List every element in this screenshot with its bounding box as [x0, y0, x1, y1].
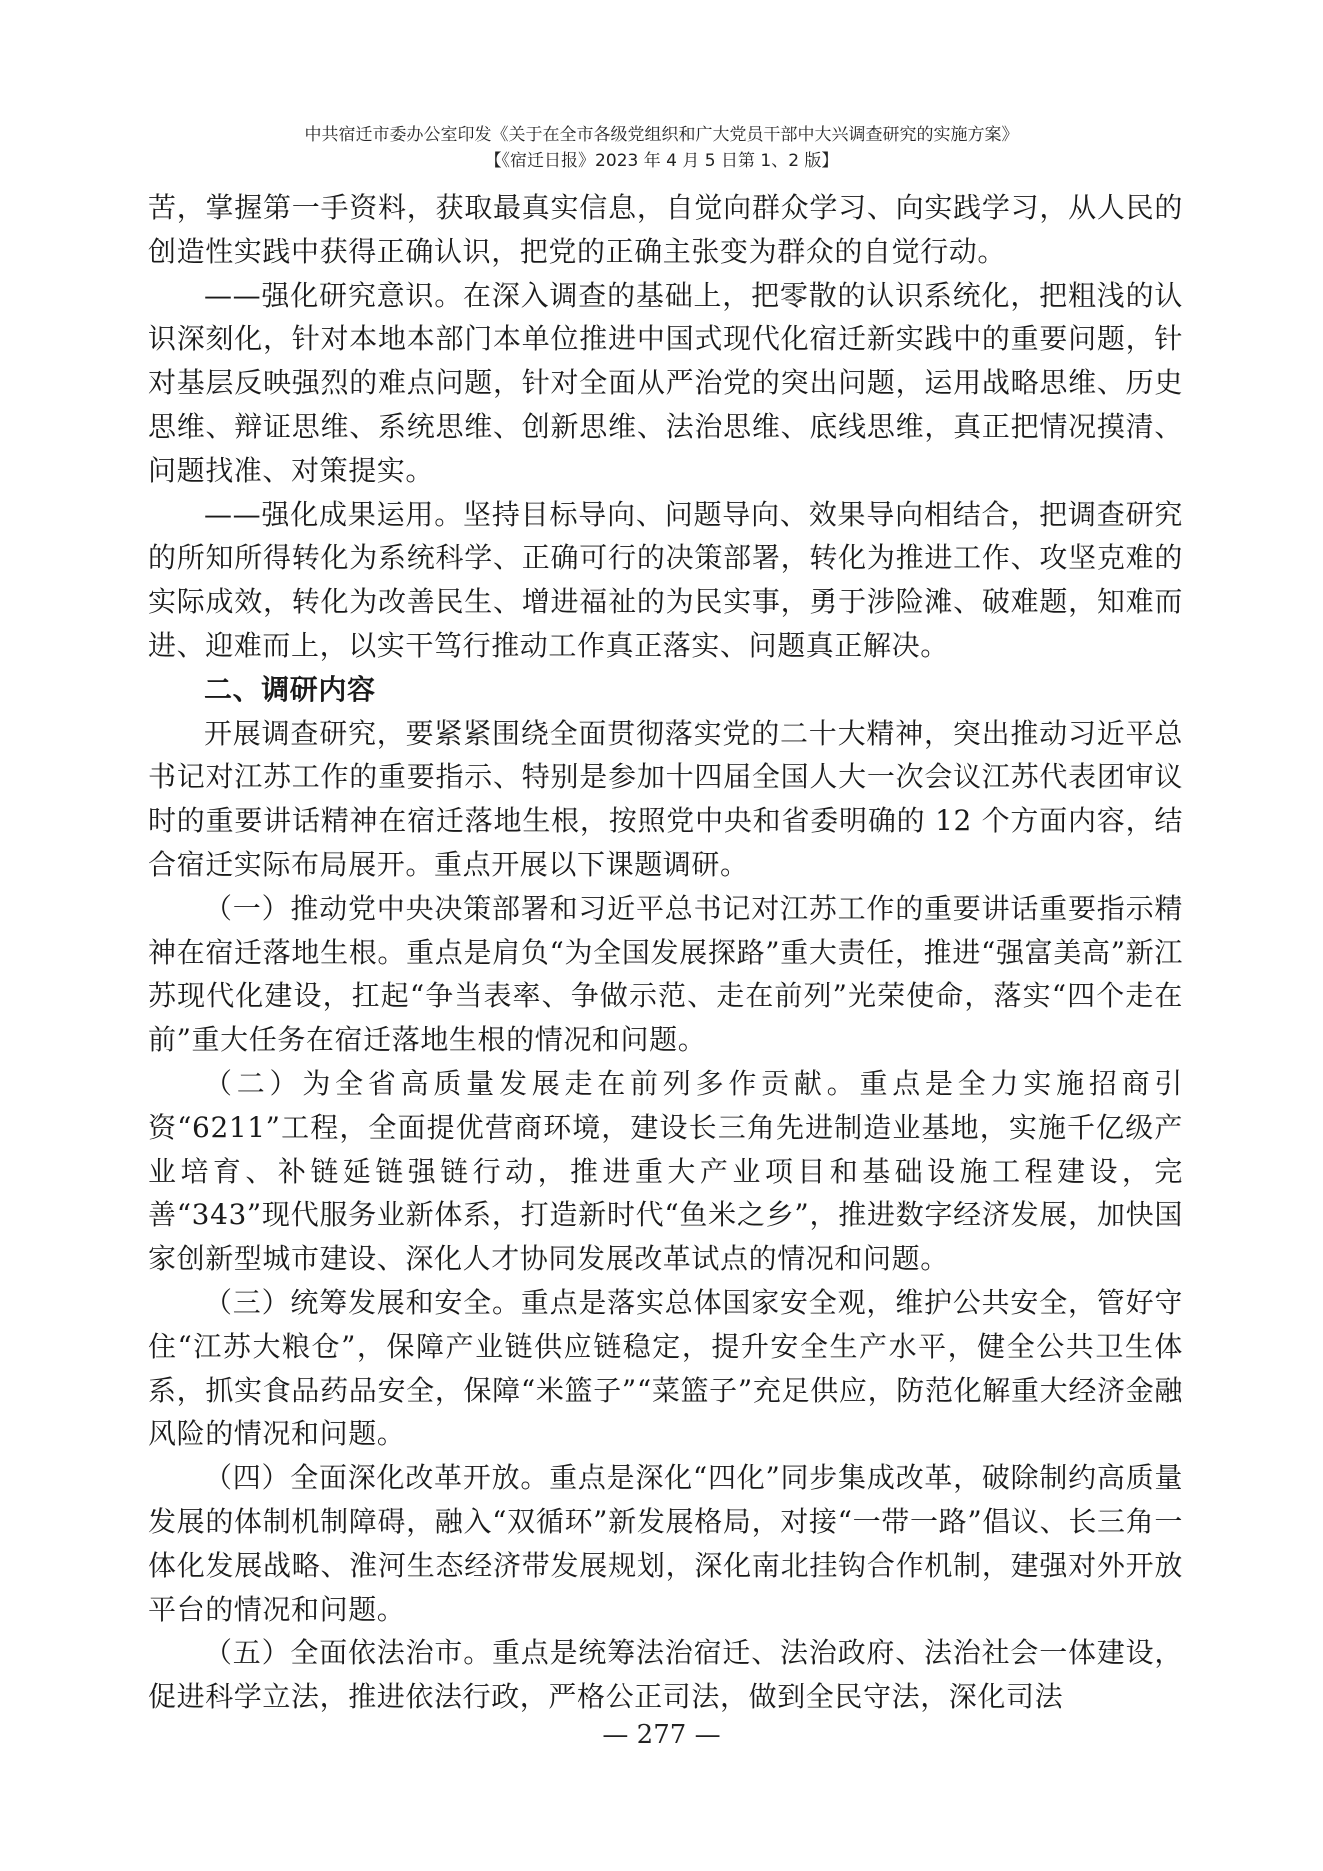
- paragraph-item-4: （四）全面深化改革开放。重点是深化“四化”同步集成改革，破除制约高质量发展的体制机制障碍，融入“双循环”新发展格局，对接“一带一路”倡议、长三角一体化发展战略、淮河生态经济带发展规划，深化南北挂钩合作机制，建强对外开放平台的情况和问题。: [148, 1461, 1183, 1626]
- section-heading: 二、调研内容: [204, 672, 376, 706]
- body-text: [148, 186, 1183, 1719]
- paragraph-research-awareness: ——强化研究意识。在深入调查的基础上，把零散的认识系统化，把粗浅的认识深刻化，针对本地本部门本单位推进中国式现代化宿迁新实践中的重要问题，针对基层反映强烈的难点问题，针对全面从严治党的突出问题，运用战略思维、历史思维、辩证思维、系统思维、创新思维、法治思维、底线思维，真正把情况摸清、问题找准、对策提实。: [148, 278, 1183, 487]
- paragraph-item-3: （三）统筹发展和安全。重点是落实总体国家安全观，维护公共安全，管好守住“江苏大粮仓”，保障产业链供应链稳定，提升安全生产水平，健全公共卫生体系，抓实食品药品安全，保障“米篮子”“菜篮子”充足供应，防范化解重大经济金融风险的情况和问题。: [148, 1285, 1183, 1451]
- page-number: — 277 —: [602, 1720, 721, 1750]
- paragraph-item-1: （一）推动党中央决策部署和习近平总书记对江苏工作的重要讲话重要指示精神在宿迁落地生根。重点是肩负“为全国发展探路”重大责任，推进“强富美高”新江苏现代化建设，扛起“争当表率、争做示范、走在前列”光荣使命，落实“四个走在前”重大任务在宿迁落地生根的情况和问题。: [148, 891, 1183, 1057]
- paragraph-item-5: （五）全面依法治市。重点是统筹法治宿迁、法治政府、法治社会一体建设，促进科学立法，推进依法行政，严格公正司法，做到全民守法，深化司法: [148, 1636, 1183, 1714]
- header-source: 【《宿迁日报》2023 年 4 月 5 日第 1、2 版】: [484, 151, 839, 171]
- header-title: 中共宿迁市委办公室印发《关于在全市各级党组织和广大党员干部中大兴调查研究的实施方案》: [304, 125, 1019, 145]
- document-header: [0, 122, 1323, 174]
- paragraph-results-application: ——强化成果运用。坚持目标导向、问题导向、效果导向相结合，把调查研究的所知所得转化为系统科学、正确可行的决策部署，转化为推进工作、攻坚克难的实际成效，转化为改善民生、增进福祉的为民实事，勇于涉险滩、破难题，知难而进、迎难而上，以实干笃行推动工作真正落实、问题真正解决。: [148, 497, 1183, 662]
- paragraph-item-2: （二）为全省高质量发展走在前列多作贡献。重点是全力实施招商引资“6211”工程，全面提优营商环境，建设长三角先进制造业基地，实施千亿级产业培育、补链延链强链行动，推进重大产业项目和基础设施工程建设，完善“343”现代服务业新体系，打造新时代“鱼米之乡”，推进数字经济发展，加快国家创新型城市建设、深化人才协同发展改革试点的情况和问题。: [148, 1066, 1183, 1276]
- paragraph-continuation: 苦，掌握第一手资料，获取最真实信息，自觉向群众学习、向实践学习，从人民的创造性实践中获得正确认识，把党的正确主张变为群众的自觉行动。: [148, 191, 1183, 268]
- paragraph-research-content: 开展调查研究，要紧紧围绕全面贯彻落实党的二十大精神，突出推动习近平总书记对江苏工作的重要指示、特别是参加十四届全国人大一次会议江苏代表团审议时的重要讲话精神在宿迁落地生根，按照党中央和省委明确的 12 个方面内容，结合宿迁实际布局展开。重点开展以下课题调研。: [148, 716, 1183, 881]
